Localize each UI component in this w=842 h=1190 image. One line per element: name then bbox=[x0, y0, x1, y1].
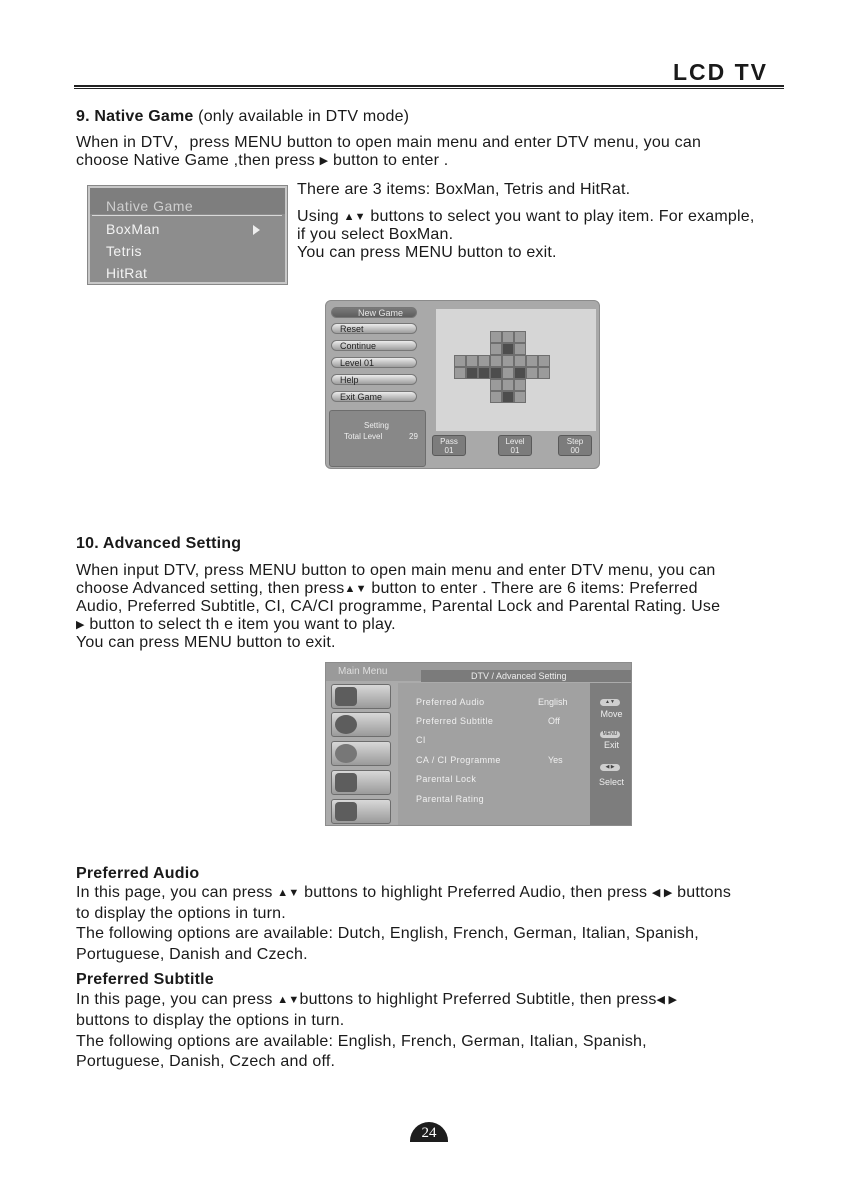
section-9-para-line1: When in DTV，press MENU button to open main menu and enter DTV menu, you can bbox=[76, 134, 702, 151]
text-fragment: button to enter . bbox=[328, 152, 449, 169]
left-right-arrows-icon: ◀ ▶ bbox=[656, 994, 678, 1006]
board-block bbox=[478, 367, 490, 379]
updown-key-icon: ▲▼ bbox=[600, 699, 620, 706]
section-10-line5: You can press MENU button to exit. bbox=[76, 634, 336, 651]
board-block bbox=[514, 379, 526, 391]
section-9-heading bbox=[76, 108, 786, 126]
board-block bbox=[502, 331, 514, 343]
option-parental-rating[interactable]: Parental Rating bbox=[416, 794, 485, 804]
preferred-audio-line3: The following options are available: Dutch, English, French, German, Italian, Spanish, bbox=[76, 925, 699, 942]
preferred-subtitle-line1 bbox=[76, 991, 786, 1009]
native-game-menu bbox=[88, 186, 287, 284]
native-items-line: There are 3 items: BoxMan, Tetris and HitRat. bbox=[297, 181, 631, 198]
stat-value: 01 bbox=[510, 446, 520, 455]
text-fragment: choose Advanced setting, then press bbox=[76, 580, 345, 597]
tab-picture[interactable] bbox=[331, 684, 391, 709]
boxman-game-screen bbox=[325, 300, 600, 469]
text-fragment: button to select th e item you want to play. bbox=[84, 616, 396, 633]
key-hint-exit: Exit bbox=[603, 740, 619, 750]
option-preferred-subtitle[interactable]: Preferred Subtitle bbox=[416, 716, 494, 726]
right-arrow-icon: ▶ bbox=[76, 619, 85, 631]
game-menu-continue[interactable]: Continue bbox=[331, 340, 417, 351]
game-board bbox=[436, 309, 596, 431]
board-block bbox=[490, 367, 502, 379]
text-fragment: buttons to highlight Preferred Audio, then press bbox=[299, 884, 652, 901]
menu-item-hitrat[interactable]: HitRat bbox=[106, 265, 148, 281]
picture-icon bbox=[335, 687, 357, 706]
globe-icon bbox=[335, 744, 357, 763]
submenu-arrow-icon bbox=[253, 225, 260, 235]
key-hint-select: Select bbox=[598, 777, 624, 787]
header-rule-thin bbox=[74, 88, 784, 89]
text-fragment: buttons to highlight Preferred Subtitle, then press bbox=[299, 991, 657, 1008]
board-block bbox=[514, 343, 526, 355]
text-fragment: button to enter . There are 6 items: Preferred bbox=[366, 580, 698, 597]
section-9-note: (only available in DTV mode) bbox=[193, 108, 410, 125]
board-block bbox=[490, 391, 502, 403]
sound-icon bbox=[335, 715, 357, 734]
board-block bbox=[490, 343, 502, 355]
tools-icon bbox=[335, 802, 357, 821]
preferred-audio-line2: to display the options in turn. bbox=[76, 905, 286, 922]
text-fragment: In this page, you can press bbox=[76, 884, 278, 901]
section-10-line4 bbox=[76, 616, 786, 634]
board-block bbox=[538, 355, 550, 367]
menu-item-boxman[interactable]: BoxMan bbox=[106, 221, 160, 237]
left-right-arrows-icon: ◀ ▶ bbox=[651, 887, 673, 899]
board-block bbox=[490, 379, 502, 391]
section-10-heading: 10. Advanced Setting bbox=[76, 535, 242, 552]
page-number: 24 bbox=[410, 1122, 448, 1142]
board-block bbox=[514, 367, 526, 379]
board-block bbox=[502, 355, 514, 367]
up-down-arrows-icon: ▲▼ bbox=[344, 583, 367, 595]
board-block bbox=[514, 331, 526, 343]
stat-label: Step bbox=[566, 437, 584, 446]
option-preferred-audio[interactable]: Preferred Audio bbox=[416, 697, 485, 707]
game-menu-help[interactable]: Help bbox=[331, 374, 417, 385]
tab-setup[interactable] bbox=[331, 799, 391, 824]
stat-label: Pass bbox=[440, 437, 458, 446]
board-block bbox=[526, 367, 538, 379]
board-block bbox=[514, 391, 526, 403]
section-9-title: 9. Native Game bbox=[76, 108, 194, 125]
total-level-label: Total Level bbox=[344, 432, 383, 441]
right-arrow-icon: ▶ bbox=[319, 155, 329, 167]
menu-divider bbox=[92, 215, 282, 216]
board-block bbox=[514, 355, 526, 367]
stat-value: 00 bbox=[570, 446, 580, 455]
preferred-subtitle-line3: The following options are available: English, French, German, Italian, Spanish, bbox=[76, 1033, 647, 1050]
board-block bbox=[502, 367, 514, 379]
native-using-line2: if you select BoxMan. bbox=[297, 226, 454, 243]
option-ca-ci-programme[interactable]: CA / CI Programme bbox=[416, 755, 501, 765]
stat-label: Level bbox=[505, 437, 525, 446]
advanced-setting-screen bbox=[325, 662, 632, 826]
up-down-arrows-icon: ▲▼ bbox=[343, 211, 366, 223]
tab-channel[interactable] bbox=[331, 770, 391, 795]
game-menu-level[interactable]: Level 01 bbox=[331, 357, 417, 368]
text-fragment: Using bbox=[297, 208, 344, 225]
board-block bbox=[502, 343, 514, 355]
option-value: English bbox=[538, 697, 568, 707]
native-exit-line: You can press MENU button to exit. bbox=[297, 244, 557, 261]
board-block bbox=[502, 379, 514, 391]
board-block bbox=[490, 355, 502, 367]
board-block bbox=[538, 367, 550, 379]
text-fragment: buttons bbox=[672, 884, 732, 901]
header-rule bbox=[74, 85, 784, 87]
board-block bbox=[466, 367, 478, 379]
section-10-line2 bbox=[76, 580, 786, 598]
board-block bbox=[466, 355, 478, 367]
preferred-audio-line1 bbox=[76, 884, 786, 902]
game-setting-panel bbox=[329, 410, 426, 467]
game-stat-level bbox=[498, 435, 532, 456]
text-fragment: choose Native Game ,then press bbox=[76, 152, 320, 169]
channel-icon bbox=[335, 773, 357, 792]
native-using-line bbox=[297, 208, 755, 226]
board-block bbox=[478, 355, 490, 367]
advanced-setting-header: DTV / Advanced Setting bbox=[421, 670, 632, 682]
option-ci[interactable]: CI bbox=[416, 735, 426, 745]
section-10-line3: Audio, Preferred Subtitle, CI, CA/CI programme, Parental Lock and Parental Rating. Use bbox=[76, 598, 721, 615]
game-menu-exit-game[interactable]: Exit Game bbox=[331, 391, 417, 402]
board-block bbox=[454, 355, 466, 367]
game-stat-step bbox=[558, 435, 592, 456]
setting-label: Setting bbox=[364, 421, 389, 430]
page-header-title: LCD TV bbox=[672, 59, 768, 85]
preferred-subtitle-line4: Portuguese, Danish, Czech and off. bbox=[76, 1053, 336, 1070]
option-value: Off bbox=[548, 716, 560, 726]
board-block bbox=[490, 331, 502, 343]
option-value: Yes bbox=[548, 755, 563, 765]
menu-item-tetris[interactable]: Tetris bbox=[106, 243, 142, 259]
section-10-line1: When input DTV, press MENU button to open main menu and enter DTV menu, you can bbox=[76, 562, 716, 579]
up-down-arrows-icon: ▲▼ bbox=[277, 887, 300, 899]
up-down-arrows-icon: ▲▼ bbox=[277, 994, 300, 1006]
key-hint-move: Move bbox=[600, 709, 623, 719]
game-stat-pass bbox=[432, 435, 466, 456]
option-parental-lock[interactable]: Parental Lock bbox=[416, 774, 477, 784]
total-level-value: 29 bbox=[409, 432, 418, 441]
board-block bbox=[502, 391, 514, 403]
section-9-para-line2 bbox=[76, 152, 786, 170]
main-menu-label: Main Menu bbox=[338, 666, 388, 677]
preferred-audio-line4: Portuguese, Danish and Czech. bbox=[76, 946, 308, 963]
text-fragment: buttons to select you want to play item. For example, bbox=[365, 208, 755, 225]
preferred-audio-heading: Preferred Audio bbox=[76, 865, 200, 882]
board-block bbox=[526, 355, 538, 367]
tab-dtv[interactable] bbox=[331, 741, 391, 766]
leftright-key-icon: ◀ ▶ bbox=[600, 764, 620, 771]
board-block bbox=[454, 367, 466, 379]
key-hint-panel bbox=[590, 683, 632, 826]
tab-sound[interactable] bbox=[331, 712, 391, 737]
menu-key-icon: MENU bbox=[600, 731, 620, 738]
native-game-menu-title: Native Game bbox=[90, 188, 285, 214]
text-fragment: In this page, you can press bbox=[76, 991, 278, 1008]
game-menu-new-game[interactable]: New Game bbox=[331, 307, 417, 318]
preferred-subtitle-line2: buttons to display the options in turn. bbox=[76, 1012, 345, 1029]
game-menu-reset[interactable]: Reset bbox=[331, 323, 417, 334]
preferred-subtitle-heading: Preferred Subtitle bbox=[76, 971, 214, 988]
stat-value: 01 bbox=[444, 446, 454, 455]
